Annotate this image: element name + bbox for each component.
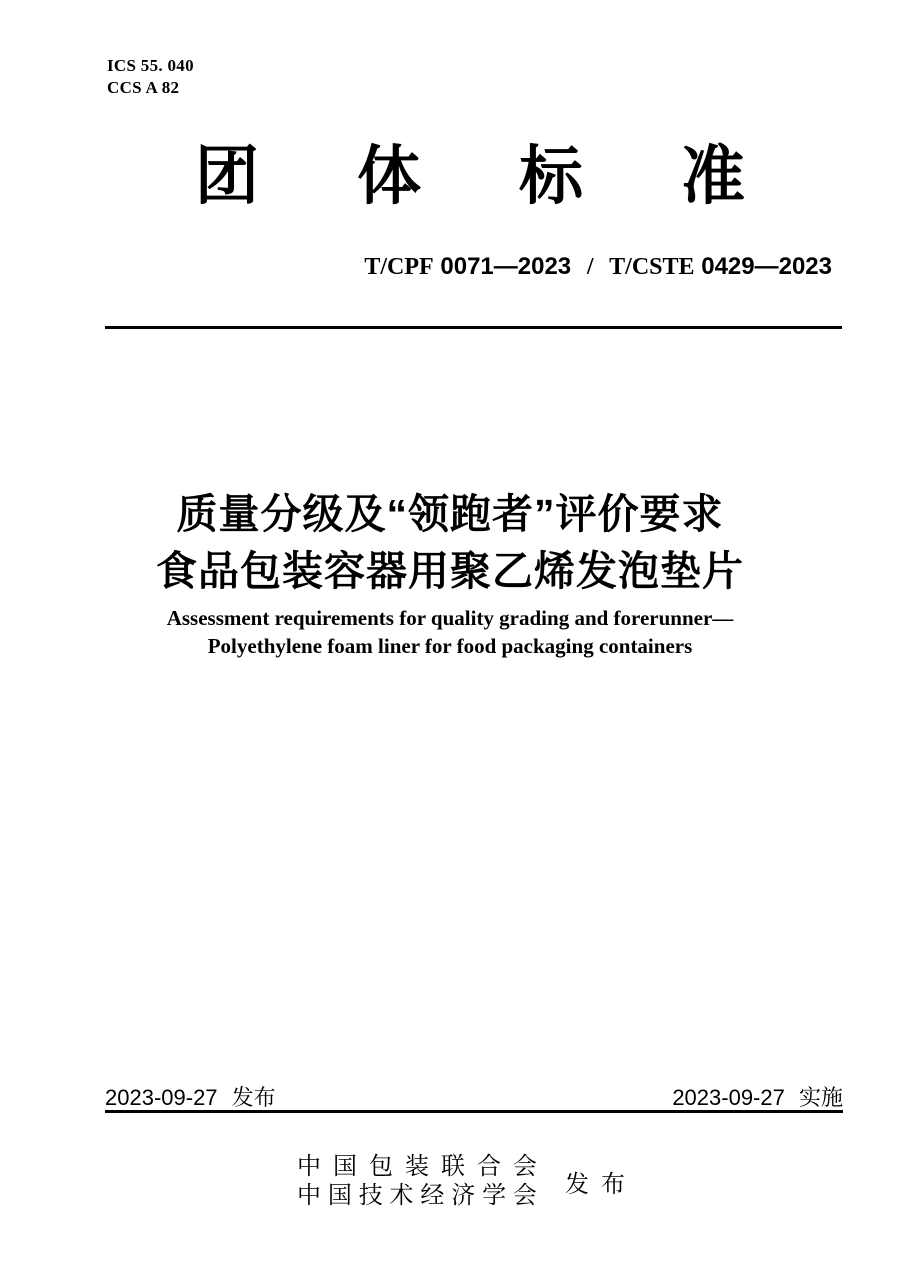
char: 术 <box>389 1182 414 1209</box>
classification-codes <box>107 55 194 99</box>
standard-code-2-number: 0429—2023 <box>701 253 832 280</box>
implement-date: 2023-09-27 <box>672 1085 785 1110</box>
standard-code-separator: / <box>586 254 594 280</box>
title-english-line2: Polyethylene foam liner for food packaging containers <box>207 634 693 658</box>
title-chinese-line1: 质量分级及“领跑者”评价要求 <box>176 491 724 537</box>
char: 联 <box>441 1153 465 1180</box>
char: 中 <box>297 1182 321 1209</box>
standard-code-2-org: T/CSTE <box>609 254 695 280</box>
issue-label: 发布 <box>231 1085 276 1110</box>
char: 准 <box>681 140 745 212</box>
char: 济 <box>451 1182 476 1209</box>
char: 装 <box>405 1153 429 1180</box>
standard-number-line <box>364 253 832 281</box>
char: 经 <box>420 1182 445 1209</box>
banner-title <box>195 140 745 214</box>
char: 国 <box>327 1182 352 1209</box>
char: 技 <box>358 1182 383 1209</box>
title-chinese <box>80 486 820 600</box>
date-row <box>105 1081 843 1112</box>
ics-code: ICS 55. 040 <box>107 56 194 75</box>
char: 体 <box>357 140 421 212</box>
char: 团 <box>195 140 259 212</box>
char: 标 <box>519 140 583 212</box>
publisher-line-2 <box>297 1178 537 1207</box>
char: 会 <box>513 1153 537 1180</box>
char: 布 <box>601 1171 625 1198</box>
issue-date: 2023-09-27 <box>105 1085 218 1110</box>
char: 合 <box>477 1153 501 1180</box>
issue-date-group <box>105 1081 276 1112</box>
title-english-line1: Assessment requirements for quality grading and forerunner— <box>166 606 734 630</box>
bottom-horizontal-rule <box>105 1110 843 1113</box>
top-horizontal-rule <box>105 326 842 329</box>
publisher-line-1 <box>297 1149 537 1178</box>
ccs-code: CCS A 82 <box>107 78 180 97</box>
standard-code-1-number: 0071—2023 <box>440 253 572 280</box>
char: 包 <box>369 1153 393 1180</box>
char: 会 <box>512 1182 537 1209</box>
publish-action-label <box>565 1164 625 1199</box>
implement-date-group <box>672 1081 843 1112</box>
title-english <box>80 604 820 660</box>
char: 学 <box>482 1182 507 1209</box>
char: 中 <box>297 1153 321 1180</box>
char: 发 <box>565 1171 589 1198</box>
publisher-names <box>297 1149 537 1207</box>
title-chinese-line2: 食品包装容器用聚乙烯发泡垫片 <box>156 548 744 594</box>
implement-label: 实施 <box>798 1085 843 1110</box>
standard-code-1-org: T/CPF <box>364 254 434 280</box>
char: 国 <box>333 1153 357 1180</box>
